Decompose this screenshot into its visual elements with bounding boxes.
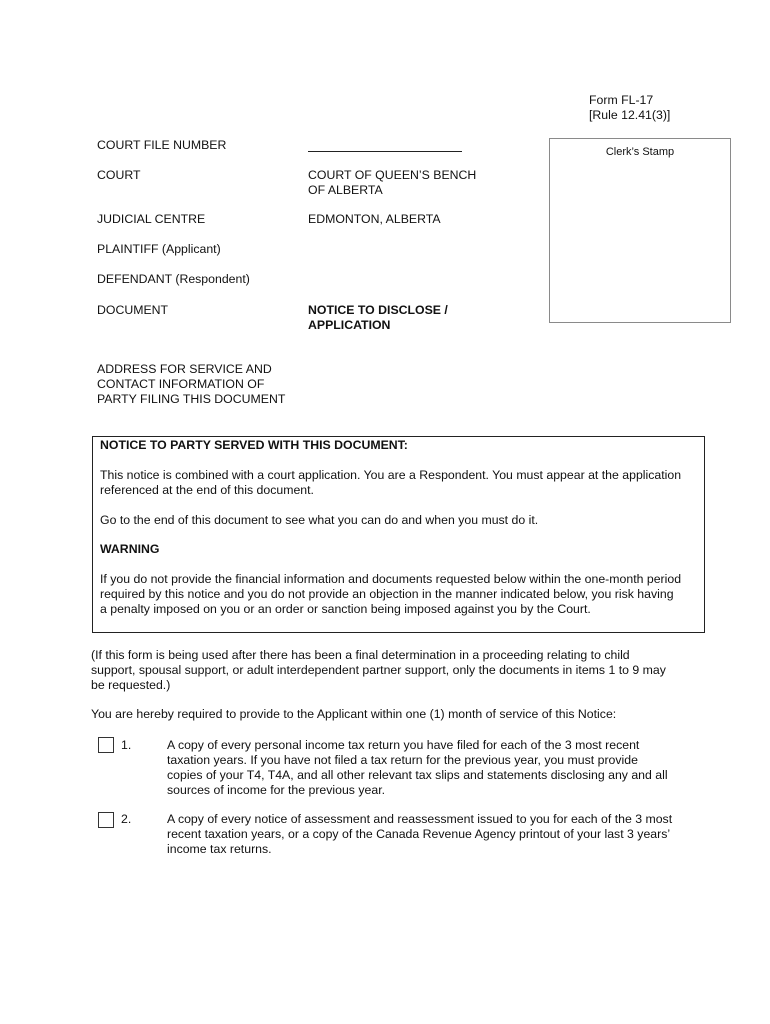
warning-text: If you do not provide the financial information and documents requested below within the one-month period required by this notice and you do not provide an objection in the manner indicated below, you risk having a penalty imposed on you or an order or sanction being imposed against you by the Court.	[100, 572, 682, 616]
item-1-checkbox[interactable]	[98, 737, 114, 753]
required-paragraph: You are hereby required to provide to the Applicant within one (1) month of service of this Notice:	[91, 707, 617, 721]
judicial-centre-value: EDMONTON, ALBERTA	[308, 212, 441, 226]
court-file-number-label: COURT FILE NUMBER	[97, 138, 227, 152]
court-file-number-line[interactable]	[308, 151, 462, 152]
notice-paragraph-1: This notice is combined with a court application. You are a Respondent. You must appear at the application referenced at the end of this document.	[100, 468, 682, 497]
item-1-text: A copy of every personal income tax return you have filed for each of the 3 most recent taxation years. If you have not filed a tax return for the previous year, you must provide copies of your T4, T4A, and all other relevant tax slips and statements disclosing any and all sources of income for the previous year.	[167, 738, 668, 797]
clerk-stamp-label: Clerk’s Stamp	[605, 146, 675, 158]
form-rule: [Rule 12.41(3)]	[589, 108, 671, 122]
document-label: DOCUMENT	[97, 303, 169, 317]
judicial-centre-label: JUDICIAL CENTRE	[97, 212, 206, 226]
form-number: Form FL-17	[589, 93, 654, 107]
intro-paragraph: (If this form is being used after there has been a final determination in a proceeding relating to child support, spousal support, or adult interdependent partner support, only the documents in items 1 to 9 may be requested.)	[91, 648, 666, 692]
document-value: NOTICE TO DISCLOSE / APPLICATION	[308, 303, 448, 332]
defendant-label: DEFENDANT (Respondent)	[97, 272, 250, 286]
item-2-text: A copy of every notice of assessment and reassessment issued to you for each of the 3 most recent taxation years, or a copy of the Canada Revenue Agency printout of your last 3 years’ income tax returns.	[167, 812, 673, 856]
notice-paragraph-2: Go to the end of this document to see what you can do and when you must do it.	[100, 513, 539, 527]
item-1-number: 1.	[121, 738, 132, 752]
item-2-checkbox[interactable]	[98, 812, 114, 828]
item-2-number: 2.	[121, 812, 132, 826]
clerk-stamp-box	[549, 138, 731, 323]
court-value: COURT OF QUEEN’S BENCH OF ALBERTA	[308, 168, 477, 197]
plaintiff-label: PLAINTIFF (Applicant)	[97, 242, 221, 256]
notice-heading: NOTICE TO PARTY SERVED WITH THIS DOCUMENT:	[100, 438, 408, 452]
court-label: COURT	[97, 168, 141, 182]
address-for-service-label: ADDRESS FOR SERVICE AND CONTACT INFORMATION OF PARTY FILING THIS DOCUMENT	[97, 362, 286, 406]
warning-heading: WARNING	[100, 542, 160, 556]
